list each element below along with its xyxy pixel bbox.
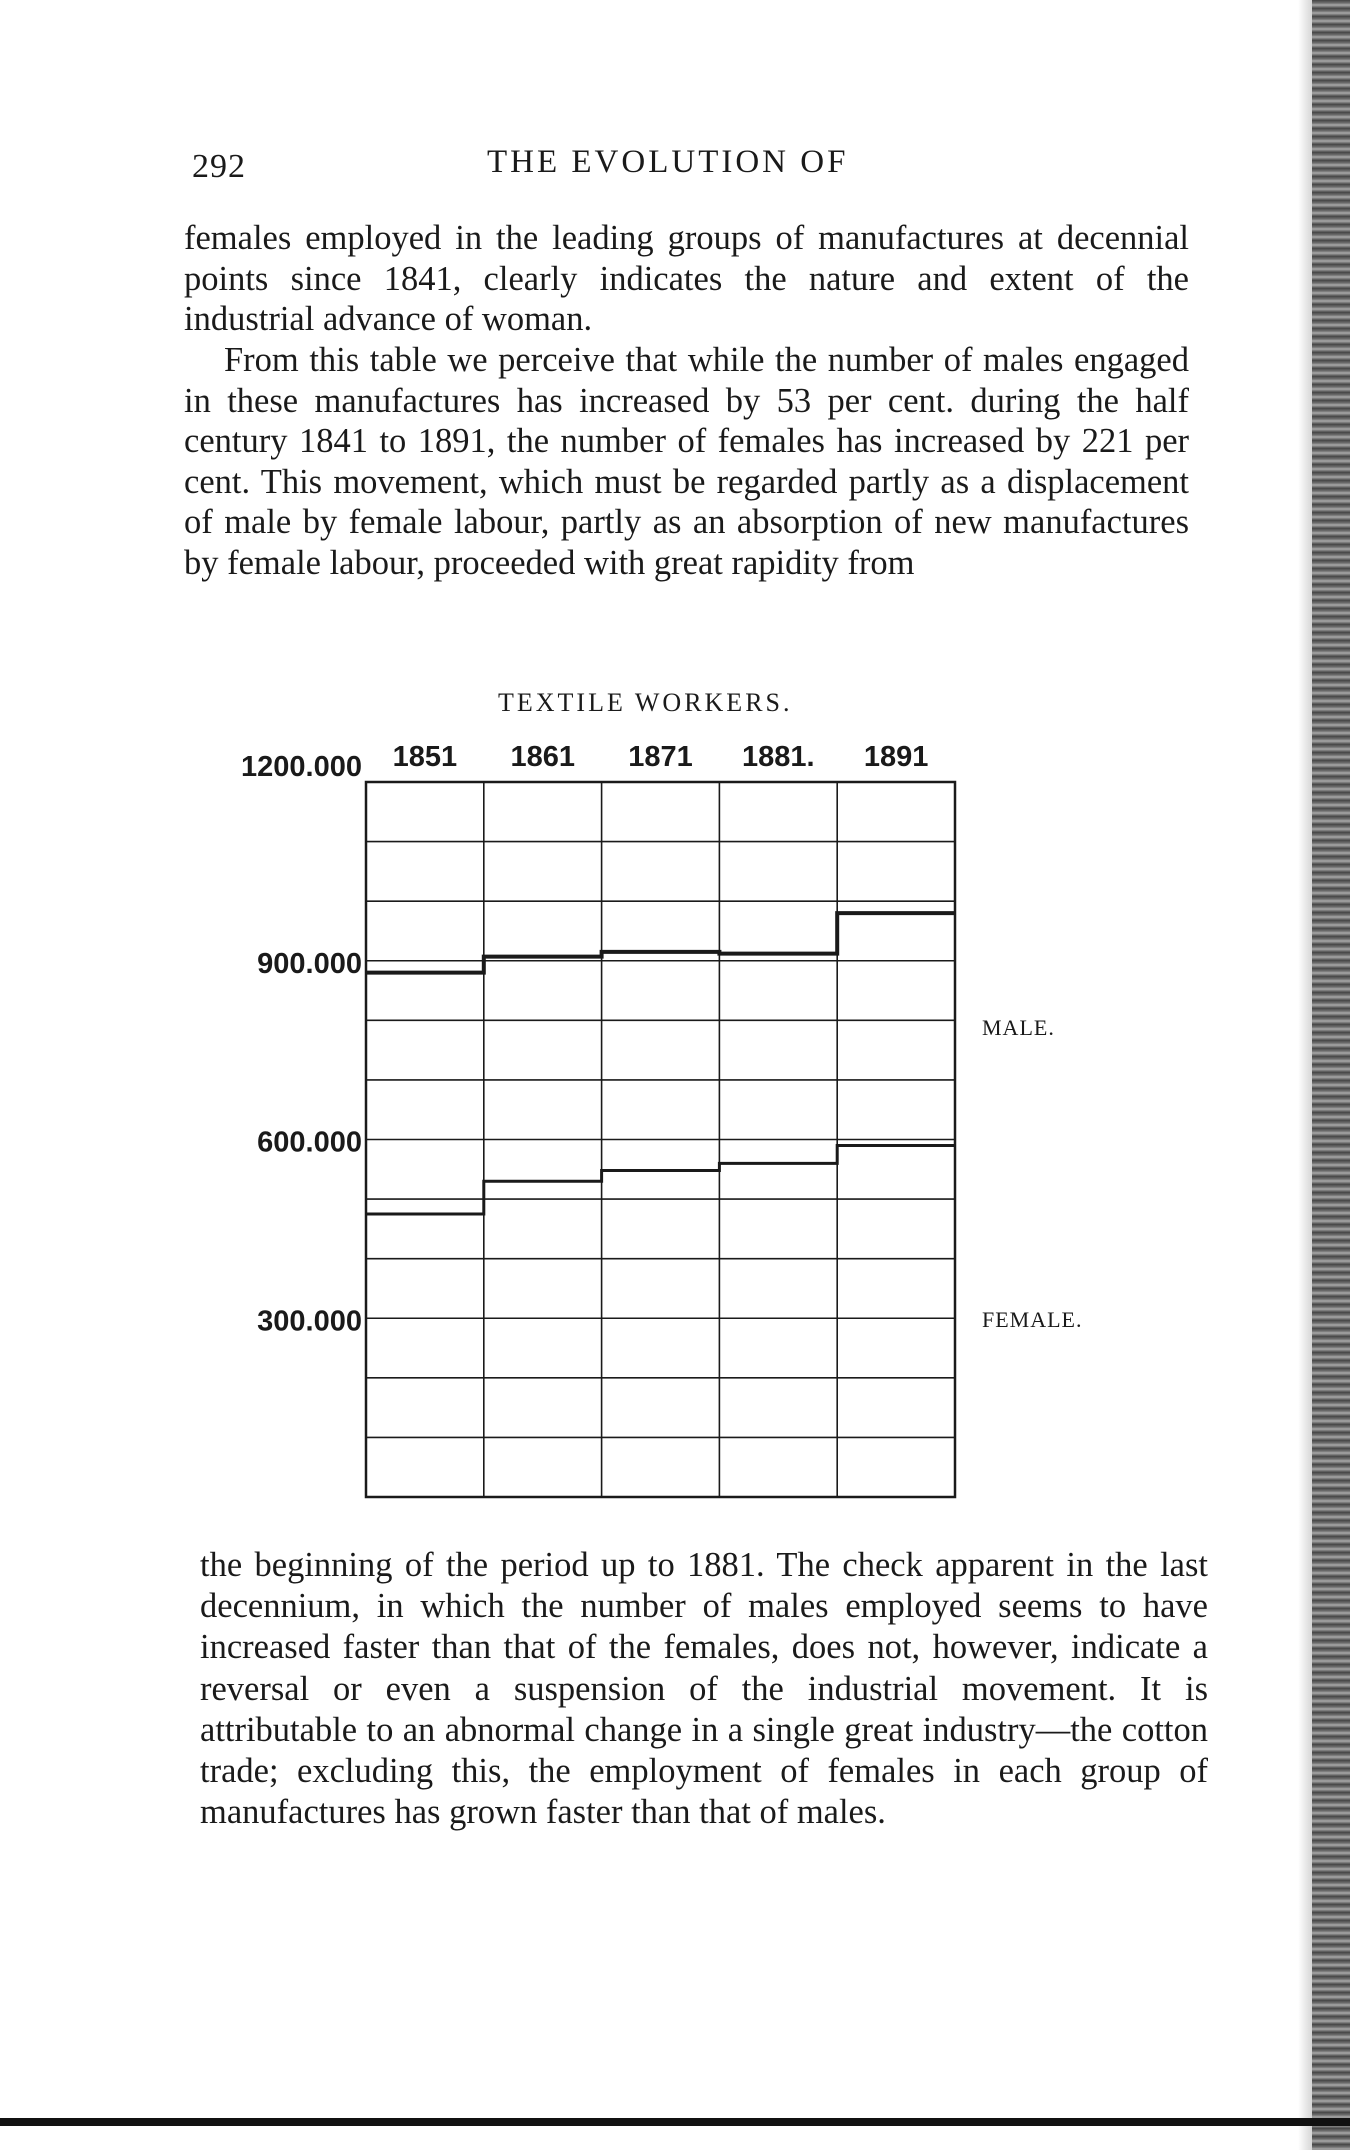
year-label: 1861	[510, 741, 575, 773]
year-label: 1851	[392, 741, 458, 773]
paragraph-1: females employed in the leading groups of manufactures at decennial points since 1841, clearly indicates the nature and extent of the industrial advance of woman.	[184, 219, 1189, 338]
page-edge-shadow	[1298, 0, 1312, 2150]
textile-workers-chart	[195, 730, 1155, 1510]
year-label: 1881.	[742, 741, 815, 773]
y-tick-label: 1200.000	[241, 751, 362, 783]
paragraph-2-text: From this table we perceive that while the number of males engaged in these manufactures has increased by 53 per cent. during the half century 1841 to 1891, the number of females has increased by 221 per cent. This movement, which must be regarded partly as a displacement of male by female labour, partly as an absorption of new manufactures by female labour, proceeded with great rapidity from	[184, 341, 1189, 582]
page-header	[182, 140, 1182, 190]
legend-male: MALE.	[982, 1015, 1055, 1040]
page-number: 292	[192, 148, 246, 185]
year-label: 1891	[863, 741, 929, 773]
y-tick-label: 900.000	[257, 947, 362, 980]
paragraph-2	[184, 340, 1189, 583]
bottom-rule	[0, 2118, 1350, 2126]
page-edge	[1312, 0, 1350, 2150]
y-tick-label: 600.000	[257, 1126, 362, 1159]
y-tick-label: 300.000	[257, 1305, 362, 1338]
chart-title: TEXTILE WORKERS.	[498, 688, 793, 717]
paragraph-3: the beginning of the period up to 1881. The check apparent in the last decennium, in which the number of males employed seems to have increased faster than that of the females, does not, however, indicate a reversal or even a suspension of the industrial movement. It is attributable to an abnormal change in a single great industry—the cotton trade; excluding this, the employment of females in each group of manufactures has grown faster than that of males.	[200, 1546, 1208, 1832]
year-label: 1871	[628, 741, 693, 773]
legend-female: FEMALE.	[982, 1307, 1083, 1332]
running-title: THE EVOLUTION OF	[487, 144, 849, 180]
